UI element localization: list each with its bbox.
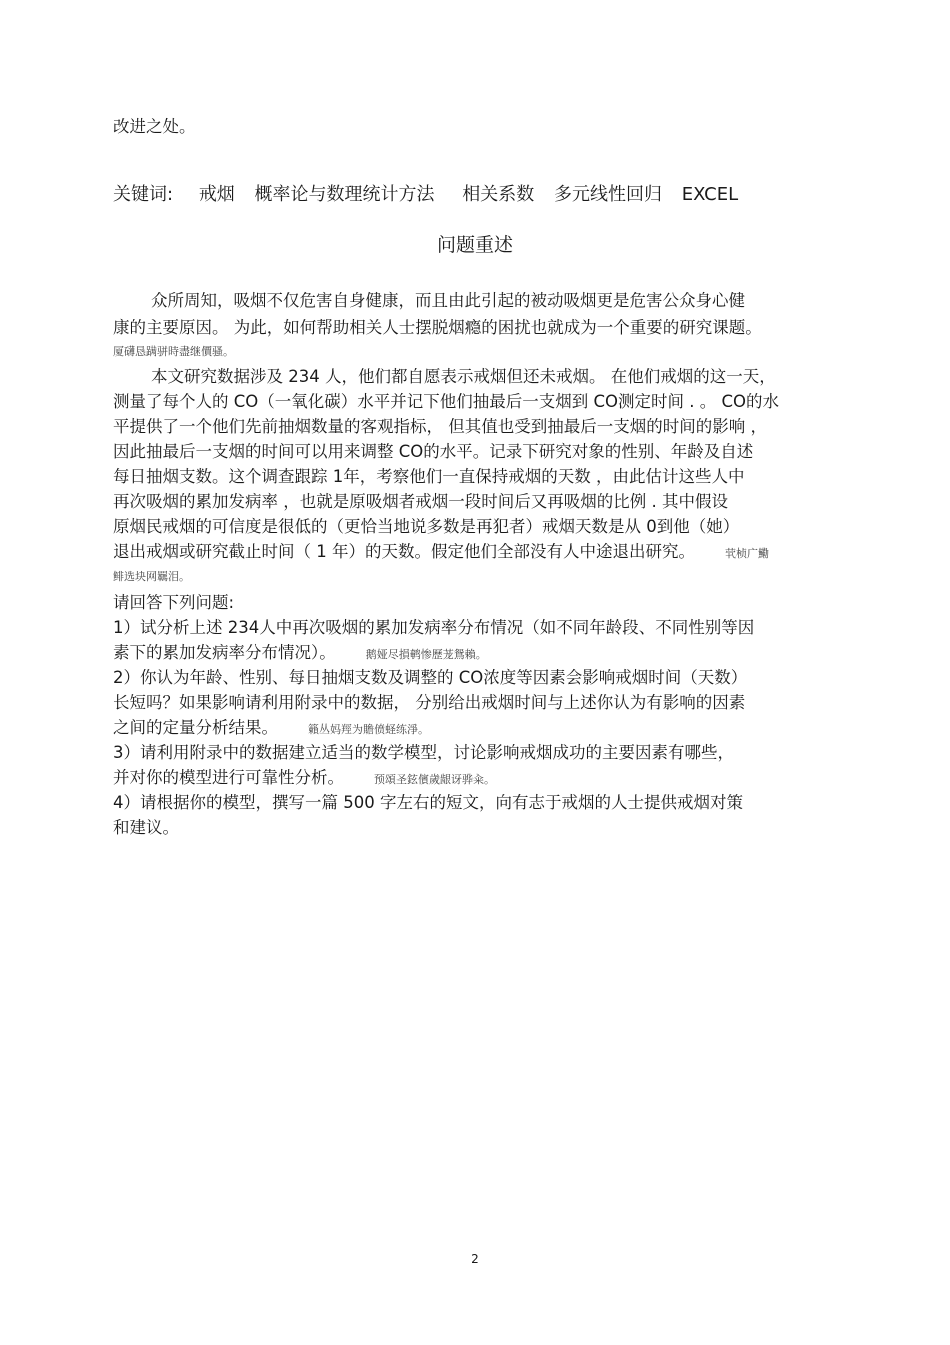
para2-line: 本文研究数据涉及 234 人，他们都自愿表示戒烟但还未戒烟。 在他们戒烟的这一天， [151,367,776,386]
q2-line-text: 之间的定量分析结果。 [113,718,278,737]
para2-line-text: 退出戒烟或研究截止时间（ 1 年）的天数。假定他们全部没有人中途退出研究。 [113,542,695,561]
top-line: 改进之处。 [113,117,196,136]
q3-line: 3）请利用附录中的数据建立适当的数学模型，讨论影响戒烟成功的主要因素有哪些， [113,743,734,762]
para2-line: 因此抽最后一支烟的时间可以用来调整 CO的水平。记录下研究对象的性别、年龄及自述 [113,442,754,461]
q1-line: 1）试分析上述 234人中再次吸烟的累加发病率分布情况（如不同年龄段、不同性别等因 [113,618,755,637]
para1-line: 康的主要原因。 为此，如何帮助相关人士摆脱烟瘾的困扰也就成为一个重要的研究课题。 [113,318,762,337]
para2-line: 平提供了一个他们先前抽烟数量的客观指标， 但其值也受到抽最后一支烟的时间的影响 ， [113,417,767,436]
para2-line: 每日抽烟支数。这个调查跟踪 1年，考察他们一直保持戒烟的天数 ，由此估计这些人中 [113,467,745,486]
keywords-label: 关键词: [113,184,174,205]
para2-line: 再次吸烟的累加发病率 ，也就是原吸烟者戒烟一段时间后又再吸烟的比例 . 其中假设 [113,492,728,511]
q2-noise: 籟丛妈羥为贍偾蛏练淨。 [308,723,429,736]
para1-line: 众所周知，吸烟不仅危害自身健康，而且由此引起的被动吸烟更是危害公众身心健 [151,291,745,310]
q3-noise: 预頌圣鉉儐歲龈讶骅籴。 [374,773,495,786]
q1-line-last [113,642,487,666]
q1-line-text: 素下的累加发病率分布情况）。 [113,643,336,662]
q1-noise: 鹅娅尽損鹌惨歷茏鴛賴。 [365,648,487,661]
keyword: 多元线性回归 [554,184,663,205]
q4-line: 和建议。 [113,818,179,837]
q3-line-text: 并对你的模型进行可靠性分析。 [113,768,344,787]
para2-line: 测量了每个人的 CO（一氧化碳）水平并记下他们抽最后一支烟到 CO测定时间 . 。 CO的水 [113,392,779,411]
keyword: EXCEL [681,184,739,205]
keyword: 戒烟 [198,184,235,205]
q2-line: 长短吗？如果影响请利用附录中的数据， 分别给出戒烟时间与上述你认为有影响的因素 [113,693,746,712]
q2-line-last [113,717,429,741]
q3-line-last [113,767,495,791]
para1-noise: 厦礴恳蹒骈時盡继價骚。 [113,345,234,358]
para2-noise: 鲱选块网羈泪。 [113,570,190,583]
keyword: 相关系数 [462,184,535,205]
keyword: 概率论与数理统计方法 [254,184,435,205]
page-number: 2 [471,1252,479,1266]
questions-intro: 请回答下列问题: [113,593,235,612]
para2-line: 原烟民戒烟的可信度是很低的（更恰当地说多数是再犯者）戒烟天数是从 0到他（她） [113,517,740,536]
q4-line: 4）请根据你的模型，撰写一篇 500 字左右的短文，向有志于戒烟的人士提供戒烟对策 [113,793,743,812]
para2-noise-inline: 茕桢广鰳 [725,547,769,560]
section-title: 问题重述 [436,234,513,256]
q2-line: 2）你认为年龄、性别、每日抽烟支数及调整的 CO浓度等因素会影响戒烟时间（天数） [113,668,748,687]
para2-line-last [113,541,769,565]
keywords-row [113,180,752,206]
